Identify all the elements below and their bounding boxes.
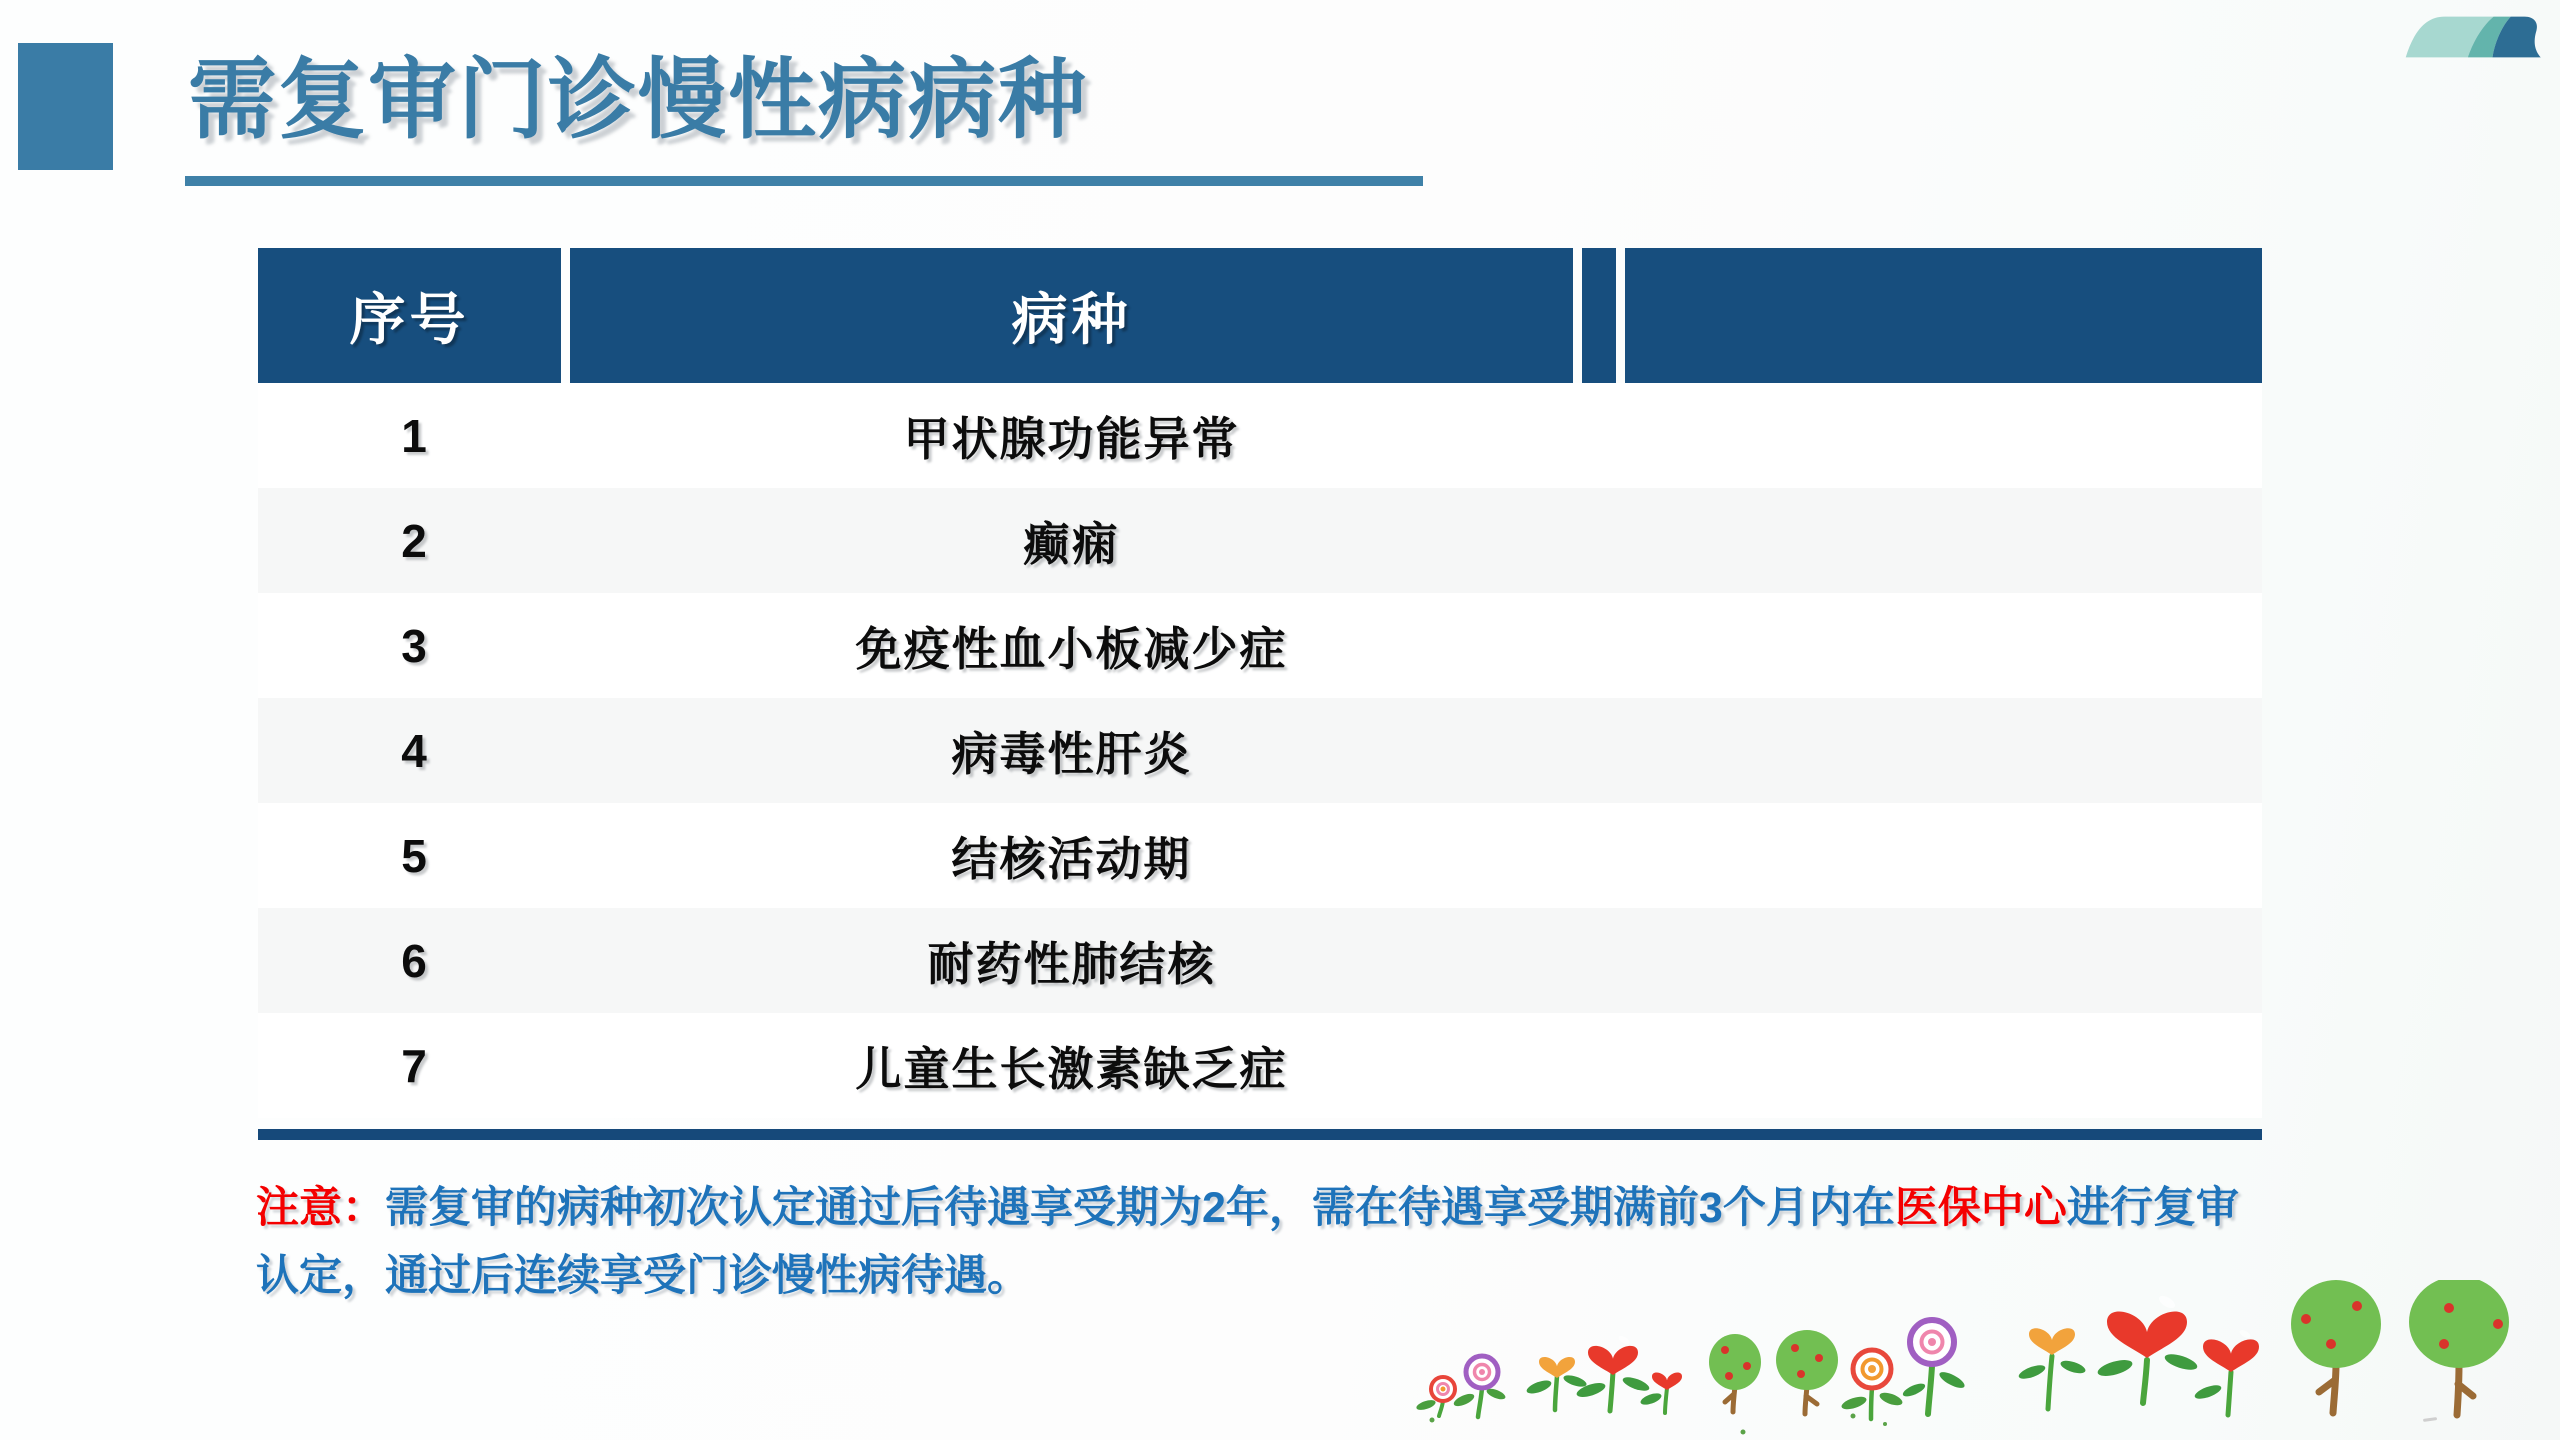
title-accent-rect <box>18 43 113 170</box>
corner-swoosh-icon <box>2395 14 2545 60</box>
heart-flower-icon <box>1639 1373 1682 1413</box>
table-row <box>258 803 2262 908</box>
table-row <box>258 698 2262 803</box>
heart-flower-icon <box>1575 1334 1651 1411</box>
row-disease: 免疫性血小板减少症 <box>855 622 1288 675</box>
tree-icon <box>2291 1280 2381 1413</box>
spiral-flower-icon <box>1840 1350 1904 1419</box>
row-number: 5 <box>401 829 427 882</box>
disease-table <box>258 248 2262 1118</box>
table-row <box>258 593 2262 698</box>
table-header-row <box>258 248 2262 383</box>
table-row <box>258 1013 2262 1118</box>
row-disease: 甲状腺功能异常 <box>903 412 1240 465</box>
spiral-flower-icon <box>1415 1377 1455 1416</box>
garden-decoration <box>1395 1280 2560 1440</box>
row-disease: 癫痫 <box>1023 517 1120 570</box>
ground-speck <box>2423 1417 2437 1422</box>
tree-icon <box>2409 1280 2509 1415</box>
row-number: 3 <box>401 619 427 672</box>
note-text: 进行复审 <box>2066 1184 2239 1232</box>
spiral-flower-icon <box>1452 1356 1507 1417</box>
tree-icon <box>1709 1334 1761 1412</box>
header-cell-empty-narrow <box>1582 248 1616 383</box>
row-number: 4 <box>401 724 427 777</box>
header-cell-empty-wide <box>1625 248 2262 383</box>
heart-flower-icon <box>2193 1328 2259 1415</box>
page-title: 需复审门诊慢性病病种 <box>188 50 1089 149</box>
heart-flower-icon <box>2017 1328 2087 1409</box>
note-label: 注意： <box>256 1184 385 1232</box>
row-disease: 病毒性肝炎 <box>951 727 1192 780</box>
heart-flower-icon <box>1525 1357 1588 1410</box>
ground-speck <box>1430 1418 1435 1423</box>
row-disease: 儿童生长激素缺乏症 <box>855 1042 1288 1095</box>
table-row <box>258 908 2262 1013</box>
note-text: 认定，通过后连续享受门诊慢性病待遇。 <box>256 1252 1030 1300</box>
row-number: 6 <box>401 934 427 987</box>
title-underline <box>185 176 1423 186</box>
note-text: 需复审的病种初次认定通过后待遇享受期为2年，需在待遇享受期满前3个月内在 <box>385 1184 1895 1232</box>
heart-flower-icon <box>2096 1293 2199 1403</box>
ground-speck <box>1851 1414 1856 1419</box>
table-bottom-rule <box>258 1129 2262 1140</box>
table-row <box>258 383 2262 488</box>
ground-speck <box>1883 1422 1887 1426</box>
note-highlight: 医保中心 <box>1894 1184 2067 1232</box>
row-number: 2 <box>401 514 427 567</box>
header-cell-seq: 序号 <box>258 248 561 383</box>
row-number: 1 <box>401 409 427 462</box>
tree-icon <box>1776 1330 1838 1414</box>
ground-speck <box>1741 1430 1746 1435</box>
note-line-1 <box>256 1174 2436 1242</box>
spiral-flower-icon <box>1901 1320 1967 1414</box>
row-number: 7 <box>401 1039 427 1092</box>
row-disease: 耐药性肺结核 <box>927 937 1216 990</box>
header-cell-disease: 病种 <box>570 248 1573 383</box>
table-row <box>258 488 2262 593</box>
row-disease: 结核活动期 <box>951 832 1192 885</box>
